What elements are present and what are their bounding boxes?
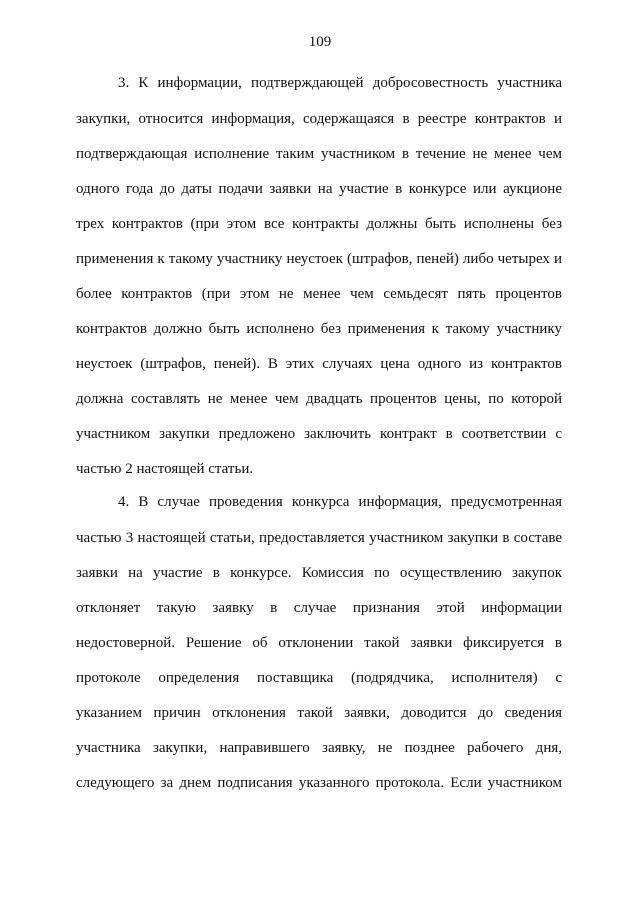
page-number: 109 bbox=[308, 34, 332, 50]
paragraph-line: заявки на участие в конкурсе. Комиссия по осуществлению закупок bbox=[76, 565, 562, 581]
paragraph-line: протоколе определения поставщика (подрядчика, исполнителя) с bbox=[76, 670, 562, 686]
paragraph-line: участником закупки предложено заключить контракт в соответствии с bbox=[76, 426, 562, 442]
paragraph-line: контрактов должно быть исполнено без применения к такому участнику bbox=[76, 321, 562, 337]
paragraph-line: недостоверной. Решение об отклонении такой заявки фиксируется в bbox=[76, 635, 562, 651]
paragraph-line: частью 2 настоящей статьи. bbox=[76, 461, 254, 477]
paragraph-line: неустоек (штрафов, пеней). В этих случаях цена одного из контрактов bbox=[76, 356, 562, 372]
paragraph-line: более контрактов (при этом не менее чем семьдесят пять процентов bbox=[76, 286, 562, 302]
paragraph-line: подтверждающая исполнение таким участником в течение не менее чем bbox=[76, 146, 562, 162]
paragraph-line: закупки, относится информация, содержащаяся в реестре контрактов и bbox=[76, 111, 562, 127]
paragraph-line: должна составлять не менее чем двадцать процентов цены, по которой bbox=[76, 391, 562, 407]
paragraph-line: одного года до даты подачи заявки на участие в конкурсе или аукционе bbox=[76, 181, 562, 197]
paragraph-line: отклоняет такую заявку в случае признания этой информации bbox=[76, 600, 562, 616]
paragraph-line: частью 3 настоящей статьи, предоставляется участником закупки в составе bbox=[76, 530, 562, 546]
paragraph-line: участника закупки, направившего заявку, не позднее рабочего дня, bbox=[76, 740, 562, 756]
paragraph-line: применения к такому участнику неустоек (штрафов, пеней) либо четырех и bbox=[76, 251, 562, 267]
paragraph-line: указанием причин отклонения такой заявки, доводится до сведения bbox=[76, 705, 562, 721]
paragraph-line: 4. В случае проведения конкурса информация, предусмотренная bbox=[118, 494, 562, 510]
paragraph-line: следующего за днем подписания указанного протокола. Если участником bbox=[76, 775, 562, 791]
paragraph-line: трех контрактов (при этом все контракты должны быть исполнены без bbox=[76, 216, 562, 232]
paragraph-line: 3. К информации, подтверждающей добросовестность участника bbox=[118, 75, 562, 91]
